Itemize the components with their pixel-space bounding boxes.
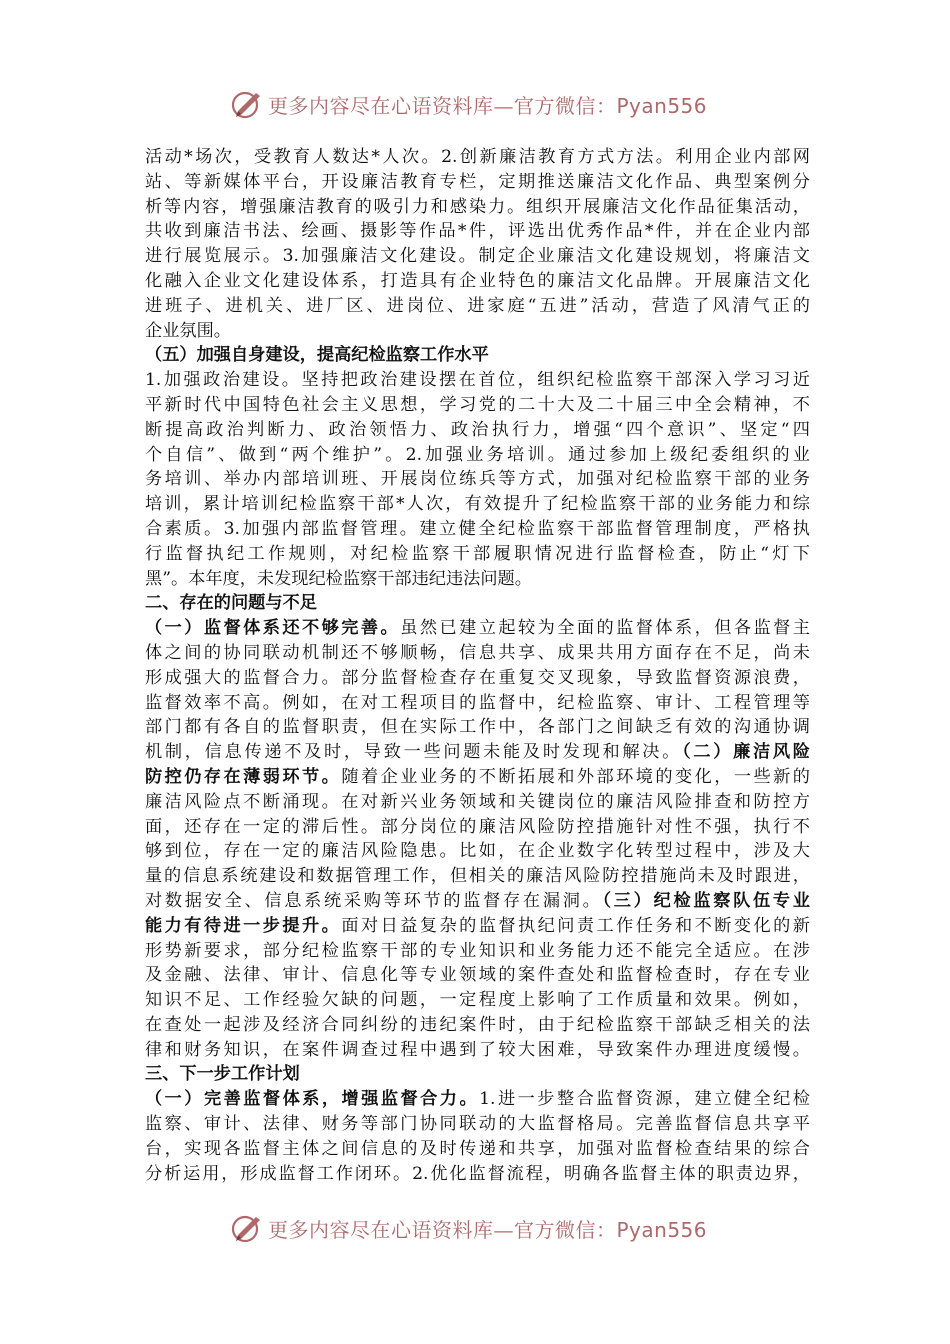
text-line [145,815,810,840]
body-text-segment: 量的信息系统建设和数据管理工作，但相关的廉洁风险防控措施尚未及时跟进， [145,866,810,887]
text-line [145,542,810,567]
body-text-segment: 监督效率不高。例如，在对工程项目的监督中，纪检监察、审计、工程管理等 [145,692,810,713]
body-text-segment: 知识不足、工作经验欠缺的问题，一定程度上影响了工作质量和效果。例如， [145,990,810,1011]
text-line [145,988,810,1013]
body-text-segment: 黑”。本年度，未发现纪检监察干部违纪违法问题。 [145,568,532,589]
body-text-segment: 平新时代中国特色社会主义思想，学习党的二十大及二十届三中全会精神，不 [145,394,810,415]
body-text-segment: 企业氛围。 [145,320,231,341]
body-text-segment: 形势新要求，部分纪检监察干部的专业知识和业务能力还不能完全适应。在涉 [145,940,810,961]
text-line [145,691,810,716]
text-line [145,1038,810,1063]
body-text-segment: 部门都有各自的监督职责，但在实际工作中，各部门之间缺乏有效的沟通协调 [145,717,810,738]
text-line [145,963,810,988]
text-line [145,1087,810,1112]
bold-heading-text: 二、存在的问题与不足 [145,593,317,614]
document-body [145,145,810,1186]
text-line [145,1137,810,1162]
text-line [145,244,810,269]
text-line [145,790,810,815]
body-text-segment: 面对日益复杂的监督执纪问责工作任务和不断变化的新 [341,915,810,936]
body-text-segment: 对数据安全、信息系统采购等环节的监督存在漏洞。 [145,890,603,911]
body-text-segment: 1.进一步整合监督资源，建立健全纪检 [479,1089,810,1110]
body-text-segment: 站、等新媒体平台，开设廉洁教育专栏，定期推送廉洁文化作品、典型案例分 [145,171,810,192]
text-line [145,765,810,790]
text-line [145,294,810,319]
body-text-segment: 形成强大的监督合力。部分监督检查存在重复交叉现象，导致监督资源浪费， [145,667,810,688]
body-text-segment: 机制，信息传递不及时，导致一些问题未能及时发现和解决。 [145,742,683,763]
footer-banner-text: 更多内容尽在心语资料库—官方微信：Pyan556 [268,1217,708,1242]
bold-heading-text: （五）加强自身建设，提高纪检监察工作水平 [145,345,489,366]
text-line [145,1013,810,1038]
body-text-segment: 1.加强政治建设。坚持把政治建设摆在首位，组织纪检监察干部深入学习习近 [145,370,810,391]
body-text-segment: 个自信”、做到“两个维护”。2.加强业务培训。通过参加上级纪委组织的业 [145,444,810,465]
body-text-segment: 在查处一起涉及经济合同纠纷的违纪案件时，由于纪检监察干部缺乏相关的法 [145,1014,810,1035]
header-banner-text: 更多内容尽在心语资料库—官方微信：Pyan556 [268,93,708,118]
text-line [145,715,810,740]
body-text-segment: 培训，累计培训纪检监察干部*人次，有效提升了纪检监察干部的业务能力和综 [145,494,810,515]
text-line [145,1112,810,1137]
wechat-id: Pyan556 [616,93,708,118]
bold-heading-text: 三、下一步工作计划 [145,1064,300,1085]
body-text-segment: 随着企业业务的不断拓展和外部环境的变化，一些新的 [341,766,810,787]
text-line [145,492,810,517]
bold-heading-text: （一）完善监督体系，增强监督合力。 [145,1089,480,1110]
body-text-segment: 析等内容，增强廉洁教育的吸引力和感染力。组织开展廉洁文化作品征集活动， [145,196,810,217]
pen-logo-icon [230,87,264,121]
text-line [145,864,810,889]
text-line [145,839,810,864]
bold-heading-text: （三）纪检监察队伍专业 [602,890,810,911]
text-line [145,914,810,939]
wechat-id: Pyan556 [616,1217,708,1242]
body-text-segment: 够到位，存在一定的廉洁风险隐患。比如，在企业数字化转型过程中，涉及大 [145,841,810,862]
text-line [145,641,810,666]
text-line [145,517,810,542]
text-line [145,889,810,914]
text-line [145,393,810,418]
body-text-segment: 进行展览展示。3.加强廉洁文化建设。制定企业廉洁文化建设规划，将廉洁文 [145,246,810,267]
body-text-segment: 活动*场次，受教育人数达*人次。2.创新廉洁教育方式方法。利用企业内部网 [145,147,810,167]
body-text-segment: 虽然已建立起较为全面的监督体系，但各监督主 [400,618,810,639]
body-text-segment: 共收到廉洁书法、绘画、摄影等作品*件，评选出优秀作品*件，并在企业内部 [145,221,810,242]
body-text-segment: 及金融、法律、审计、信息化等专业领域的案件查处和监督检查时，存在专业 [145,965,810,986]
text-line [145,939,810,964]
body-text-segment: 务培训、举办内部培训班、开展岗位练兵等方式，加强对纪检监察干部的业务 [145,469,810,490]
text-line [145,368,810,393]
text-line [145,467,810,492]
body-text-segment: 律和财务知识，在案件调查过程中遇到了较大困难，导致案件办理进度缓慢。 [145,1039,810,1060]
text-line [145,219,810,244]
text-line [145,616,810,641]
body-text-segment: 行监督执纪工作规则，对纪检监察干部履职情况进行监督检查，防止“灯下 [145,543,810,564]
body-text-segment: 进班子、进机关、进厂区、进岗位、进家庭“五进”活动，营造了风清气正的 [145,295,810,316]
text-line [145,740,810,765]
text-line [145,170,810,195]
body-text-segment: 台，实现各监督主体之间信息的及时传递和共享，加强对监督检查结果的综合 [145,1138,810,1159]
text-line [145,269,810,294]
text-line [145,1162,810,1187]
body-text-segment: 断提高政治判断力、政治领悟力、政治执行力，增强“四个意识”、坚定“四 [145,419,810,440]
text-line [145,343,810,368]
text-line [145,666,810,691]
body-text-segment: 体之间的协同联动机制还不够顺畅，信息共享、成果共用方面存在不足，尚未 [145,642,810,663]
body-text-segment: 化融入企业文化建设体系，打造具有企业特色的廉洁文化品牌。开展廉洁文化 [145,270,810,291]
body-text-segment: 分析运用，形成监督工作闭环。2.优化监督流程，明确各监督主体的职责边界， [145,1163,810,1184]
text-line [145,145,810,170]
body-text-segment: 面，还存在一定的滞后性。部分岗位的廉洁风险防控措施针对性不强，执行不 [145,816,810,837]
text-line [145,418,810,443]
header-banner [230,86,707,122]
pen-logo-icon [230,1211,264,1245]
text-line [145,591,810,616]
body-text-segment: 合素质。3.加强内部监督管理。建立健全纪检监察干部监督管理制度，严格执 [145,518,810,539]
bold-heading-text: （二）廉洁风险 [682,742,810,763]
body-text-segment: 廉洁风险点不断涌现。在对新兴业务领域和关键岗位的廉洁风险排查和防控方 [145,791,810,812]
text-line [145,1062,810,1087]
body-text-segment: 监察、审计、法律、财务等部门协同联动的大监督格局。完善监督信息共享平 [145,1114,810,1135]
text-line [145,443,810,468]
footer-banner [230,1210,707,1246]
text-line [145,319,810,344]
bold-heading-text: 防控仍存在薄弱环节。 [145,766,342,787]
text-line [145,195,810,220]
text-line [145,567,810,592]
bold-heading-text: 能力有待进一步提升。 [145,915,342,936]
bold-heading-text: （一）监督体系还不够完善。 [145,618,401,639]
